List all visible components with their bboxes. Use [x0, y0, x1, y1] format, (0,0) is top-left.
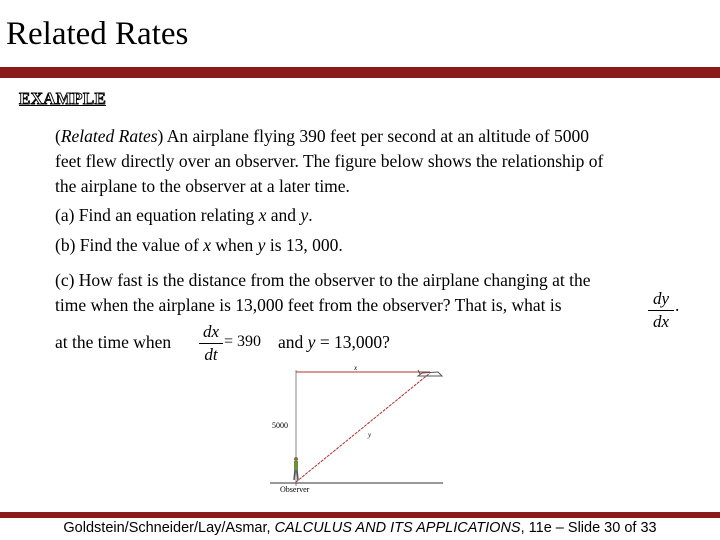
- part-b-text: (b) Find the value of: [55, 235, 204, 255]
- part-a: [55, 203, 313, 227]
- airplane-observer-figure: [260, 360, 460, 500]
- part-a-var-y: y: [300, 205, 309, 225]
- part-b: [55, 233, 343, 257]
- airplane-icon: [418, 370, 442, 376]
- part-a-end: .: [308, 205, 313, 225]
- part-c-line-3-prefix: at the time when: [55, 332, 172, 352]
- fraction-dx-dt: [199, 322, 223, 365]
- rate-value: = 390: [224, 333, 262, 350]
- footer-divider: [0, 512, 720, 518]
- figure-label-y: y: [368, 431, 372, 439]
- figure-label-altitude: 5000: [272, 421, 288, 430]
- part-c-line-1: (c) How fast is the distance from the observer to the airplane changing at the: [55, 270, 591, 290]
- part-a-text: (a) Find an equation relating: [55, 205, 259, 225]
- problem-intro-line-2: feet flew directly over an observer. The figure below shows the relationship of: [55, 151, 604, 171]
- problem-intro-line-1: [55, 124, 589, 148]
- part-c-end: = 13,000?: [315, 332, 390, 352]
- part-a-var-x: x: [258, 205, 267, 225]
- part-c-and: and: [278, 332, 308, 352]
- example-heading: EXAMPLE: [19, 89, 107, 108]
- part-a-and: and: [266, 205, 301, 225]
- intro-open-paren: (: [55, 126, 61, 146]
- title-divider: [0, 67, 720, 78]
- footer-book-title: CALCULUS AND ITS APPLICATIONS: [274, 520, 521, 536]
- fraction-dy-dx-numerator: dy: [652, 289, 670, 308]
- part-b-when: when: [211, 235, 258, 255]
- part-c-line-2: time when the airplane is 13,000 feet from the observer? That is, what is: [55, 295, 562, 315]
- fraction-dx-dt-bar: [199, 343, 223, 344]
- intro-topic: Related Rates: [60, 126, 158, 146]
- part-b-var-y: y: [257, 235, 266, 255]
- part-b-var-x: x: [203, 235, 212, 255]
- intro-line-1-text: ) An airplane flying 390 feet per second at an altitude of 5000: [157, 126, 590, 146]
- slide-footer: [0, 519, 720, 537]
- fraction-dy-dx-denominator: dx: [652, 312, 670, 331]
- part-c-line-3-rest: [278, 330, 390, 354]
- figure-label-observer: Observer: [280, 485, 310, 494]
- slide-title: Related Rates: [6, 16, 189, 52]
- fraction-dy-dx: [648, 289, 674, 332]
- fraction-dx-dt-numerator: dx: [202, 322, 220, 341]
- fraction-dx-dt-denominator: dt: [204, 345, 218, 364]
- problem-intro-line-3: the airplane to the observer at a later time.: [55, 176, 350, 196]
- line-of-sight: [296, 373, 430, 482]
- part-b-end: is 13, 000.: [265, 235, 343, 255]
- figure-label-x: x: [354, 364, 358, 372]
- part-c-period: .: [675, 295, 680, 315]
- part-c-var-y: y: [307, 332, 316, 352]
- footer-edition: , 11e – Slide 30 of 33: [520, 520, 657, 536]
- footer-authors: Goldstein/Schneider/Lay/Asmar,: [63, 520, 275, 536]
- fraction-dy-dx-bar: [648, 310, 674, 311]
